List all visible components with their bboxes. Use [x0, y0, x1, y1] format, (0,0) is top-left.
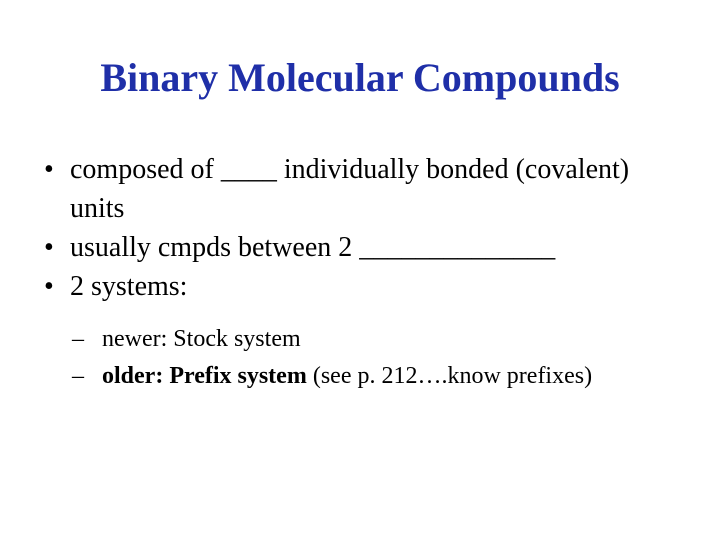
sub-bullet-item — [72, 321, 632, 358]
slide-title: Binary Molecular Compounds — [100, 55, 620, 100]
bullet-item — [44, 267, 684, 306]
sub-bullet-list — [72, 321, 632, 395]
bullet-icon: • — [44, 271, 54, 302]
bullet-text: composed of ____ individually bonded (covalent) units — [70, 154, 630, 224]
bullet-icon: • — [44, 232, 54, 263]
bullet-item — [44, 228, 684, 267]
dash-icon: – — [72, 363, 84, 389]
bullet-icon: • — [44, 154, 54, 185]
bullet-text: 2 systems: — [70, 271, 188, 302]
sub-bullet-item — [72, 358, 632, 395]
dash-icon: – — [72, 326, 84, 352]
bullet-item — [44, 150, 684, 228]
sub-bullet-text: (see p. 212….know prefixes) — [306, 363, 593, 389]
sub-bullet-text: newer: Stock system — [102, 326, 301, 352]
bullet-list — [44, 150, 684, 306]
sub-bullet-bold-text: older: Prefix system — [102, 363, 307, 389]
bullet-text: usually cmpds between 2 ______________ — [70, 232, 556, 263]
